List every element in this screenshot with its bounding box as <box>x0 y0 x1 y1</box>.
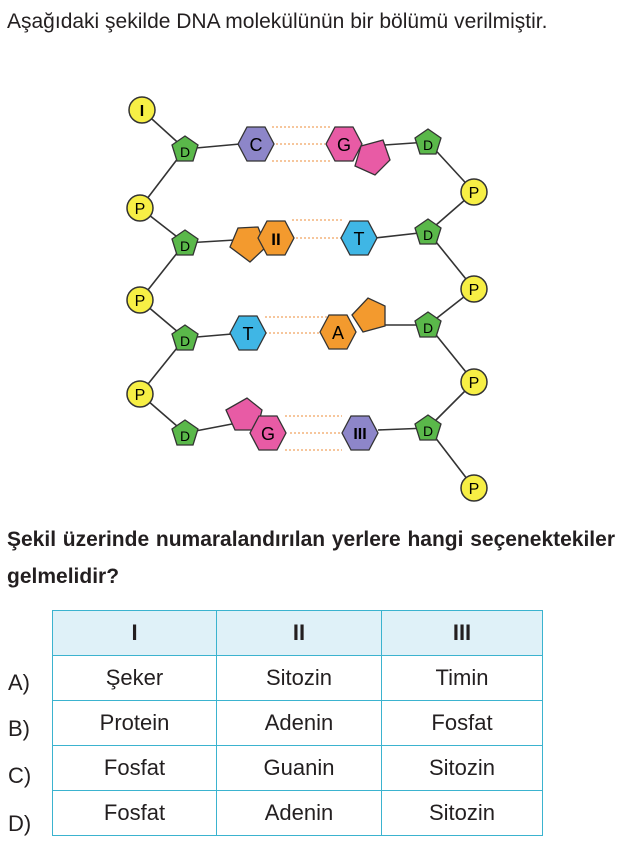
phosphate-right-1 <box>461 179 487 205</box>
svg-text:D: D <box>422 423 434 439</box>
svg-text:P: P <box>468 481 480 498</box>
base-III-row4 <box>342 416 378 450</box>
header-III: III <box>382 611 543 656</box>
base-guanine-row1 <box>326 127 390 175</box>
base-thymine-row2 <box>341 221 377 255</box>
question-text: Şekil üzerinde numaralandırılan yerlere hangi seçenektekiler gelmelidir? <box>7 528 615 588</box>
svg-text:G: G <box>260 424 276 444</box>
option-row-a[interactable] <box>53 656 543 701</box>
svg-text:P: P <box>134 201 146 218</box>
sugar-right-2 <box>415 219 441 244</box>
svg-text:III: III <box>353 426 367 443</box>
header-I: I <box>53 611 217 656</box>
hydrogen-bonds <box>265 127 345 450</box>
cell: Sitozin <box>382 746 543 791</box>
phosphate-left-2 <box>127 287 153 313</box>
cell: Fosfat <box>53 746 217 791</box>
cell: Fosfat <box>382 701 543 746</box>
svg-text:D: D <box>422 227 434 243</box>
svg-text:D: D <box>422 320 434 336</box>
svg-text:D: D <box>179 144 191 160</box>
svg-text:P: P <box>134 387 146 404</box>
table-header-row <box>53 611 543 656</box>
phosphate-left-1 <box>127 195 153 221</box>
cell: Guanin <box>217 746 382 791</box>
header-II: II <box>217 611 382 656</box>
option-row-d[interactable] <box>53 791 543 836</box>
svg-text:D: D <box>179 333 191 349</box>
answer-table <box>52 610 543 836</box>
svg-text:D: D <box>179 428 191 444</box>
base-adenine-row3 <box>320 298 385 349</box>
svg-text:P: P <box>134 293 146 310</box>
cell: Adenin <box>217 701 382 746</box>
cell: Timin <box>382 656 543 701</box>
phosphate-right-4 <box>461 475 487 501</box>
svg-text:G: G <box>336 135 352 155</box>
option-label-a[interactable]: A) <box>8 670 30 695</box>
sugar-left-2 <box>172 230 198 255</box>
cell: Sitozin <box>217 656 382 701</box>
base-cytosine-row1 <box>238 127 274 161</box>
svg-text:II: II <box>271 230 281 249</box>
option-label-d[interactable]: D) <box>8 811 32 836</box>
svg-text:T: T <box>242 324 254 344</box>
phosphate-I <box>129 97 155 123</box>
svg-text:A: A <box>331 323 345 343</box>
base-thymine-row3 <box>230 316 266 350</box>
option-row-b[interactable] <box>53 701 543 746</box>
sugar-right-1 <box>415 129 441 154</box>
base-II-row2 <box>230 221 294 262</box>
cell: Protein <box>53 701 217 746</box>
svg-text:D: D <box>179 238 191 254</box>
sugar-left-3 <box>172 325 198 350</box>
svg-text:P: P <box>468 282 480 299</box>
marker-I-label: I <box>139 103 145 120</box>
svg-text:T: T <box>353 229 365 249</box>
svg-text:P: P <box>468 375 480 392</box>
svg-text:P: P <box>468 185 480 202</box>
cell: Şeker <box>53 656 217 701</box>
cell: Adenin <box>217 791 382 836</box>
sugar-right-3 <box>415 312 441 337</box>
phosphate-right-3 <box>461 369 487 395</box>
option-label-c[interactable]: C) <box>8 763 32 788</box>
phosphate-right-2 <box>461 276 487 302</box>
sugar-left-4 <box>172 420 198 445</box>
cell: Sitozin <box>382 791 543 836</box>
phosphate-left-3 <box>127 381 153 407</box>
option-label-b[interactable]: B) <box>8 716 30 741</box>
svg-text:D: D <box>422 137 434 153</box>
dna-diagram <box>0 88 623 513</box>
svg-text:C: C <box>249 135 263 155</box>
base-guanine-row4 <box>226 398 286 450</box>
option-row-c[interactable] <box>53 746 543 791</box>
intro-text: Aşağıdaki şekilde DNA molekülünün bir bölümü verilmiştir. <box>7 10 548 33</box>
cell: Fosfat <box>53 791 217 836</box>
